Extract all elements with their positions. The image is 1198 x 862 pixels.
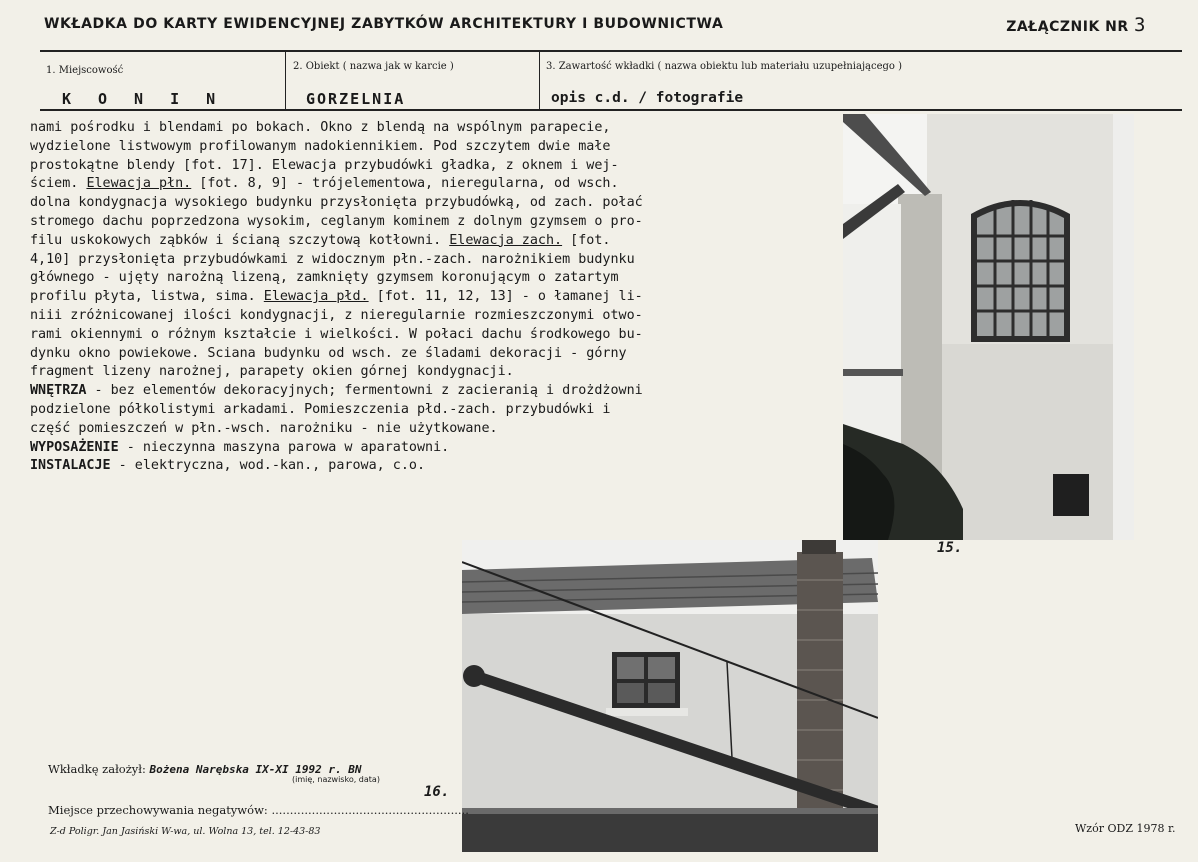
text-line: dolna kondygnacja wysokiego budynku przysłonięta przybudówką, od zach. połać bbox=[30, 195, 643, 211]
printer-imprint: Z-d Poligr. Jan Jasiński W-wa, ul. Wolna 13, tel. 12-43-83 bbox=[50, 826, 321, 837]
header-rule-bottom bbox=[40, 109, 1182, 111]
text-line: prostokątne blendy [fot. 17]. Elewacja przybudówki gładka, z oknem i wej- bbox=[30, 157, 619, 173]
field-2-label: 2. Obiekt ( nazwa jak w karcie ) bbox=[293, 61, 454, 72]
text-segment: [fot. bbox=[562, 232, 611, 248]
created-by-label: Wkładkę założył: bbox=[48, 762, 146, 776]
text-segment: - bez elementów dekoracyjnych; fermentowni z zacieranią i drożdżowni bbox=[86, 383, 643, 399]
text-segment: [fot. 11, 12, 13] - o łamanej li- bbox=[368, 289, 643, 305]
created-by-row bbox=[48, 762, 361, 776]
text-line bbox=[30, 439, 820, 458]
text-line bbox=[30, 232, 820, 251]
photo-caption-16: 16. bbox=[424, 784, 450, 800]
field-1-value: KONIN bbox=[62, 90, 243, 108]
field-3-label: 3. Zawartość wkładki ( nazwa obiektu lub materiału uzupełniającego ) bbox=[546, 61, 903, 72]
annex-label-text: ZAŁĄCZNIK NR bbox=[1006, 19, 1129, 35]
header-rule-top bbox=[40, 50, 1182, 52]
text-line: niii zróżnicowanej ilości kondygnacji, z nieregularnie rozmieszczonymi otwo- bbox=[30, 307, 643, 323]
text-segment: ściem. bbox=[30, 176, 87, 192]
photo-annex-chimney bbox=[462, 540, 878, 852]
text-line: wydzielone listwowym profilowanym nadokiennikiem. Pod szczytem dwie małe bbox=[30, 138, 611, 154]
text-line: część pomieszczeń w płn.-wsch. narożniku - nie użytkowane. bbox=[30, 420, 498, 436]
field-1-label: 1. Miejscowość bbox=[46, 65, 124, 76]
text-line bbox=[30, 288, 820, 307]
photo-building-window bbox=[843, 114, 1134, 540]
text-line bbox=[30, 457, 820, 476]
field-3-value: opis c.d. / fotografie bbox=[551, 90, 744, 106]
section-heading-north: Elewacja płn. bbox=[86, 176, 192, 192]
created-by-note: (imię, nazwisko, data) bbox=[292, 775, 380, 784]
text-line: podzielone półkolistymi arkadami. Pomieszczenia płd.-zach. przybudówki i bbox=[30, 401, 611, 417]
section-heading-interiors: WNĘTRZA bbox=[30, 383, 87, 399]
text-line: 4,10] przysłonięta przybudówkami z widocznym płn.-zach. narożnikiem budynku bbox=[30, 251, 635, 267]
description-text bbox=[30, 119, 820, 476]
text-line bbox=[30, 175, 820, 194]
negatives-value: ...................................................... bbox=[271, 803, 469, 817]
form-title: WKŁADKA DO KARTY EWIDENCYJNEJ ZABYTKÓW ARCHITEKTURY I BUDOWNICTWA bbox=[44, 16, 724, 32]
created-by-value: Bożena Narębska IX-XI 1992 r. BN bbox=[149, 763, 362, 776]
field-2-value: GORZELNIA bbox=[306, 90, 406, 108]
annex-number: 3 bbox=[1134, 14, 1146, 36]
text-segment: filu uskokowych ząbków i ścianą szczytową kotłowni. bbox=[30, 232, 450, 248]
text-segment: - nieczynna maszyna parowa w aparatowni. bbox=[118, 439, 450, 455]
column-divider-2 bbox=[539, 52, 540, 110]
text-segment: profilu płyta, listwa, sima. bbox=[30, 289, 264, 305]
section-heading-west: Elewacja zach. bbox=[449, 232, 563, 248]
negatives-row bbox=[48, 803, 469, 817]
negatives-label: Miejsce przechowywania negatywów: bbox=[48, 803, 268, 817]
text-line: dynku okno powiekowe. Sciana budynku od wsch. ze śladami dekoracji - górny bbox=[30, 345, 627, 361]
column-divider-1 bbox=[285, 52, 286, 110]
photo-caption-15: 15. bbox=[937, 540, 963, 556]
section-heading-equipment: WYPOSAŻENIE bbox=[30, 439, 119, 455]
annex-label bbox=[1006, 14, 1146, 36]
text-line: stromego dachu poprzedzona wysokim, ceglanym kominem z dolnym gzymsem o pro- bbox=[30, 213, 643, 229]
text-line bbox=[30, 382, 820, 401]
section-heading-installations: INSTALACJE bbox=[30, 458, 111, 474]
form-version: Wzór ODZ 1978 r. bbox=[1075, 822, 1176, 835]
text-line: nami pośrodku i blendami po bokach. Okno z blendą na wspólnym parapecie, bbox=[30, 120, 611, 135]
text-line: głównego - ujęty narożną lizeną, zamknięty gzymsem koronującym o zatartym bbox=[30, 270, 619, 286]
text-line: fragment lizeny narożnej, parapety okien górnej kondygnacji. bbox=[30, 364, 514, 380]
text-line: rami okiennymi o różnym kształcie i wielkości. W połaci dachu środkowego bu- bbox=[30, 326, 643, 342]
photo-building-window-image bbox=[843, 114, 1134, 540]
photo-annex-chimney-image bbox=[462, 540, 878, 852]
text-segment: [fot. 8, 9] - trójelementowa, nieregularna, od wsch. bbox=[191, 176, 619, 192]
text-segment: - elektryczna, wod.-kan., parowa, c.o. bbox=[110, 458, 426, 474]
section-heading-south: Elewacja płd. bbox=[263, 289, 369, 305]
